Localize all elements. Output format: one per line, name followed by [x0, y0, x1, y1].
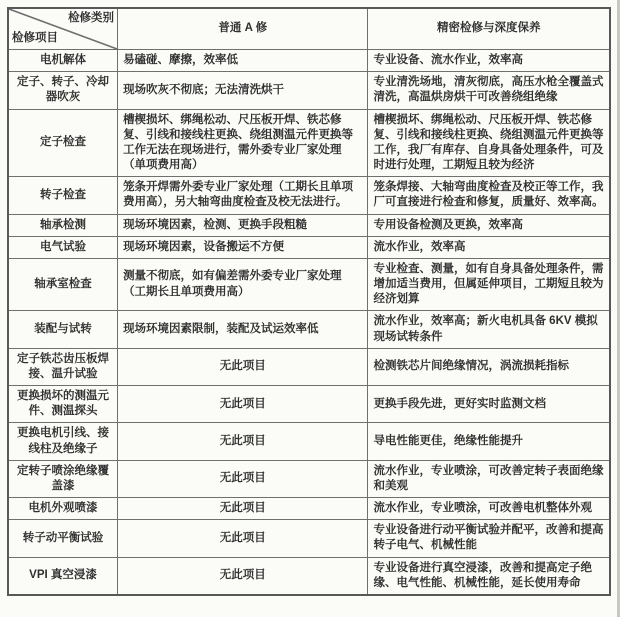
item-cell: 电机解体 — [8, 50, 118, 72]
item-cell: 转子动平衡试验 — [8, 520, 118, 557]
precision-cell: 流水作业，专业喷涂，可改善电机整体外观 — [368, 498, 610, 520]
table-row — [8, 258, 610, 311]
precision-cell: 导电性能更佳，绝缘性能提升 — [368, 423, 610, 460]
ordinary-cell: 现场环境因素，检测、更换手段粗糙 — [118, 214, 368, 236]
ordinary-cell: 无此项目 — [118, 520, 368, 557]
ordinary-cell: 测量不彻底，如有偏差需外委专业厂家处理（工期长且单项费用高） — [118, 258, 368, 311]
precision-cell: 专用设备检测及更换，效率高 — [368, 214, 610, 236]
ordinary-cell: 现场环境因素，设备搬运不方便 — [118, 236, 368, 258]
item-cell: 定子、转子、冷却器吹灰 — [8, 72, 118, 109]
ordinary-cell: 无此项目 — [118, 348, 368, 385]
ordinary-cell: 无此项目 — [118, 386, 368, 423]
ordinary-cell: 无此项目 — [118, 557, 368, 595]
precision-cell: 专业设备进行动平衡试验并配平，改善和提高转子电气、机械性能 — [368, 520, 610, 557]
precision-cell: 专业设备进行真空浸漆，改善和提高定子绝缘、电气性能、机械性能，延长使用寿命 — [368, 557, 610, 595]
precision-cell: 流水作业，专业喷涂，可改善定转子表面绝缘和美观 — [368, 460, 610, 497]
item-cell: 更换损坏的测温元件、测温探头 — [8, 386, 118, 423]
precision-cell: 检测铁芯片间绝缘情况，涡流损耗指标 — [368, 348, 610, 385]
precision-cell: 更换手段先进，更好实时监测文档 — [368, 386, 610, 423]
item-cell: 装配与试转 — [8, 311, 118, 348]
ordinary-cell: 无此项目 — [118, 460, 368, 497]
ordinary-cell: 槽楔损坏、绑绳松动、尺压板开焊、铁芯修复、引线和接线柱更换、绕组测温元件更换等工作无法在现场进行，需外委专业厂家处理（单项费用高） — [118, 109, 368, 177]
ordinary-cell: 现场吹灰不彻底；无法清洗烘干 — [118, 72, 368, 109]
header-ordinary-repair: 普通 A 修 — [118, 8, 368, 50]
precision-cell: 槽楔损坏、绑绳松动、尺压板开焊、铁芯修复、引线和接线柱更换、绕组测温元件更换等工作，我厂有库存、自身具备处理条件，可及时进行处理，工期短且较为经济 — [368, 109, 610, 177]
item-cell: VPI 真空浸漆 — [8, 557, 118, 595]
table-row — [8, 72, 610, 109]
header-row — [8, 8, 610, 50]
header-item-label: 检修项目 — [12, 31, 58, 44]
table-row — [8, 557, 610, 595]
table-row — [8, 423, 610, 460]
precision-cell: 流水作业，效率高；新火电机具备 6KV 模拟现场试转条件 — [368, 311, 610, 348]
table-row — [8, 386, 610, 423]
table-row — [8, 520, 610, 557]
item-cell: 轴承检测 — [8, 214, 118, 236]
table-row — [8, 177, 610, 214]
item-cell: 电气试验 — [8, 236, 118, 258]
ordinary-cell: 无此项目 — [118, 498, 368, 520]
ordinary-cell: 笼条开焊需外委专业厂家处理（工期长且单项费用高），另大轴弯曲度检查及校无法进行。 — [118, 177, 368, 214]
precision-cell: 笼条焊接、大轴弯曲度检查及校正等工作，我厂可直接进行检查和修复，质量好、效率高。 — [368, 177, 610, 214]
item-cell: 转子检查 — [8, 177, 118, 214]
precision-cell: 专业检查、测量，如有自身具备处理条件，需增加适当费用，但属延伸项目，工期短且较为经济划算 — [368, 258, 610, 311]
ordinary-cell: 无此项目 — [118, 423, 368, 460]
table-row — [8, 311, 610, 348]
table-row — [8, 460, 610, 497]
precision-cell: 专业设备、流水作业，效率高 — [368, 50, 610, 72]
item-cell: 电机外观喷漆 — [8, 498, 118, 520]
header-precision-maintenance: 精密检修与深度保养 — [368, 8, 610, 50]
item-cell: 更换电机引线、接线柱及绝缘子 — [8, 423, 118, 460]
table-row — [8, 236, 610, 258]
item-cell: 定子检查 — [8, 109, 118, 177]
item-cell: 轴承室检查 — [8, 258, 118, 311]
table-row — [8, 109, 610, 177]
ordinary-cell: 现场环境因素限制，装配及试运效率低 — [118, 311, 368, 348]
diagonal-header-cell — [8, 8, 118, 50]
table-row — [8, 214, 610, 236]
ordinary-cell: 易磕碰、摩擦，效率低 — [118, 50, 368, 72]
item-cell: 定转子喷涂绝缘覆盖漆 — [8, 460, 118, 497]
header-category-label: 检修类别 — [68, 12, 115, 24]
table-row — [8, 50, 610, 72]
table-row — [8, 498, 610, 520]
precision-cell: 专业清洗场地，清灰彻底，高压水枪全覆盖式清洗，高温烘房烘干可改善绕组绝缘 — [368, 72, 610, 109]
maintenance-comparison-table — [7, 7, 611, 596]
table-row — [8, 348, 610, 385]
item-cell: 定子铁芯齿压板焊接、温升试验 — [8, 348, 118, 385]
precision-cell: 流水作业，效率高 — [368, 236, 610, 258]
